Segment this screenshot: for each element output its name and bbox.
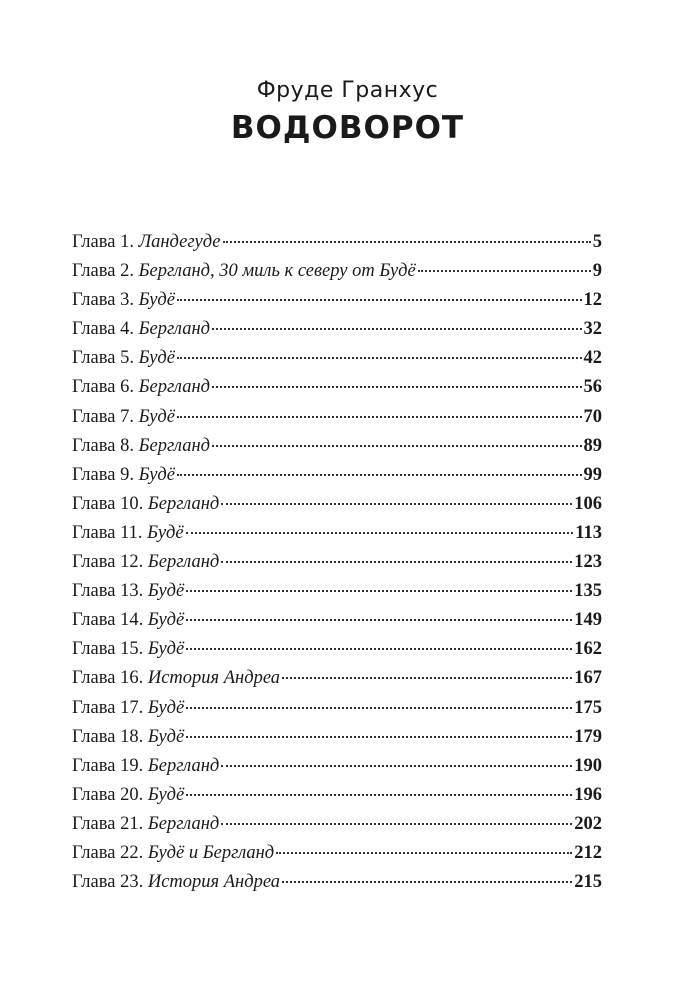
page-number: 12 [583, 290, 602, 311]
page-number: 167 [574, 668, 602, 689]
toc-entry-label [72, 286, 175, 315]
page-number: 202 [574, 813, 602, 834]
dot-leader [186, 706, 572, 709]
chapter-place: Бергланд [147, 552, 220, 573]
page-number: 179 [574, 726, 602, 747]
chapter-number: Глава 9. [72, 464, 134, 485]
chapter-number: Глава 17. [72, 697, 144, 718]
chapter-place: Будё [138, 406, 175, 427]
chapter-number: Глава 1. [72, 232, 134, 252]
chapter-number: Глава 12. [72, 552, 144, 573]
chapter-number: Глава 22. [72, 842, 144, 863]
page-number: 162 [574, 639, 602, 660]
chapter-place: История Андреа [147, 872, 281, 893]
chapter-place: Бергланд [138, 319, 211, 340]
toc-entry [72, 519, 602, 548]
chapter-number: Глава 15. [72, 639, 144, 660]
toc-entry [72, 461, 602, 490]
page-number: 5 [592, 232, 602, 252]
dot-leader [276, 851, 572, 854]
toc-entry-label [72, 606, 184, 635]
chapter-place: Бергланд [147, 755, 220, 776]
dot-leader [221, 560, 572, 563]
chapter-number: Глава 23. [72, 872, 144, 893]
page-number: 215 [574, 872, 602, 893]
toc-entry [72, 315, 602, 344]
dot-leader [223, 240, 591, 243]
chapter-place: Ландегуде [138, 232, 221, 252]
dot-leader [221, 822, 572, 825]
toc-entry [72, 257, 602, 286]
chapter-place: Бергланд [138, 435, 211, 456]
page-number: 99 [583, 464, 602, 485]
toc-entry-label [72, 403, 175, 432]
chapter-number: Глава 18. [72, 726, 144, 747]
dot-leader [282, 676, 572, 679]
page-number: 9 [592, 261, 602, 282]
page-number: 42 [583, 348, 602, 369]
dot-leader [186, 793, 572, 796]
toc-entry-label [72, 344, 175, 373]
chapter-place: Будё [138, 290, 175, 311]
toc-entry-label [72, 664, 280, 693]
toc-entry-label [72, 839, 274, 868]
dot-leader [186, 735, 572, 738]
page-number: 123 [574, 552, 602, 573]
chapter-number: Глава 11. [72, 522, 143, 543]
toc-entry-label [72, 461, 175, 490]
toc-entry-label [72, 490, 219, 519]
dot-leader [186, 589, 572, 592]
toc-entry [72, 664, 602, 693]
toc-entry-label [72, 519, 184, 548]
toc-entry [72, 868, 602, 897]
toc-entry [72, 606, 602, 635]
toc-entry-label [72, 373, 210, 402]
chapter-place: Будё [147, 522, 184, 543]
page-number: 106 [574, 493, 602, 514]
dot-leader [282, 880, 572, 883]
dot-leader [418, 269, 591, 272]
chapter-place: Будё и Бергланд [147, 842, 275, 863]
toc-entry [72, 810, 602, 839]
toc-entry-label [72, 577, 184, 606]
chapter-number: Глава 4. [72, 319, 134, 340]
toc-entry [72, 577, 602, 606]
toc-entry [72, 723, 602, 752]
toc-entry-label [72, 432, 210, 461]
book-title: ВОДОВОРОТ [230, 110, 465, 146]
chapter-number: Глава 20. [72, 784, 144, 805]
dot-leader [221, 502, 572, 505]
dot-leader [186, 531, 574, 534]
page-number: 149 [574, 610, 602, 631]
page-number: 196 [574, 784, 602, 805]
chapter-number: Глава 8. [72, 435, 134, 456]
toc-entry [72, 344, 602, 373]
chapter-number: Глава 3. [72, 290, 134, 311]
chapter-number: Глава 19. [72, 755, 144, 776]
chapter-number: Глава 21. [72, 813, 144, 834]
chapter-place: Будё [147, 581, 185, 602]
dot-leader [186, 618, 572, 621]
toc-entry-label [72, 257, 416, 286]
chapter-place: Будё [138, 464, 175, 485]
toc-entry [72, 781, 602, 810]
chapter-number: Глава 13. [72, 581, 144, 602]
toc-entry [72, 839, 602, 868]
chapter-place: Бергланд [147, 493, 220, 514]
dot-leader [177, 473, 582, 476]
toc-entry [72, 548, 602, 577]
toc-entry [72, 373, 602, 402]
chapter-place: Будё [147, 610, 185, 631]
page-number: 89 [583, 435, 602, 456]
toc-entry [72, 635, 602, 664]
page-number: 175 [574, 697, 602, 718]
page-number: 212 [574, 842, 602, 863]
toc-entry [72, 228, 602, 257]
page-number: 70 [583, 406, 602, 427]
chapter-place: Бергланд [138, 377, 211, 398]
chapter-number: Глава 14. [72, 610, 144, 631]
toc-entry-label [72, 228, 221, 257]
dot-leader [221, 764, 572, 767]
dot-leader [212, 327, 581, 330]
table-of-contents [72, 228, 602, 897]
chapter-place: Будё [147, 784, 185, 805]
chapter-place: Бергланд [147, 813, 220, 834]
toc-entry-label [72, 752, 219, 781]
toc-entry [72, 694, 602, 723]
toc-entry [72, 490, 602, 519]
chapter-place: История Андреа [147, 668, 281, 689]
toc-entry [72, 432, 602, 461]
dot-leader [177, 415, 582, 418]
toc-entry-label [72, 694, 184, 723]
chapter-place: Бергланд, 30 миль к северу от Будё [138, 261, 416, 282]
toc-entry [72, 286, 602, 315]
toc-entry [72, 752, 602, 781]
toc-entry [72, 403, 602, 432]
chapter-number: Глава 2. [72, 261, 134, 282]
page-number: 56 [583, 377, 602, 398]
page-number: 113 [575, 522, 602, 543]
chapter-place: Будё [147, 639, 185, 660]
toc-entry-label [72, 548, 219, 577]
chapter-number: Глава 6. [72, 377, 134, 398]
toc-entry-label [72, 635, 184, 664]
book-author: Фруде Гранхус [256, 78, 439, 103]
toc-entry-label [72, 868, 280, 897]
chapter-number: Глава 5. [72, 348, 134, 369]
toc-entry-label [72, 810, 219, 839]
toc-entry-label [72, 315, 210, 344]
dot-leader [177, 298, 582, 301]
chapter-place: Будё [147, 697, 185, 718]
chapter-place: Будё [147, 726, 185, 747]
dot-leader [212, 385, 581, 388]
chapter-place: Будё [138, 348, 175, 369]
dot-leader [212, 444, 581, 447]
chapter-number: Глава 7. [72, 406, 134, 427]
toc-entry-label [72, 723, 184, 752]
page-number: 32 [583, 319, 602, 340]
chapter-number: Глава 10. [72, 493, 144, 514]
page-number: 190 [574, 755, 602, 776]
chapter-number: Глава 16. [72, 668, 144, 689]
page-number: 135 [574, 581, 602, 602]
dot-leader [177, 356, 582, 359]
dot-leader [186, 647, 572, 650]
toc-entry-label [72, 781, 184, 810]
